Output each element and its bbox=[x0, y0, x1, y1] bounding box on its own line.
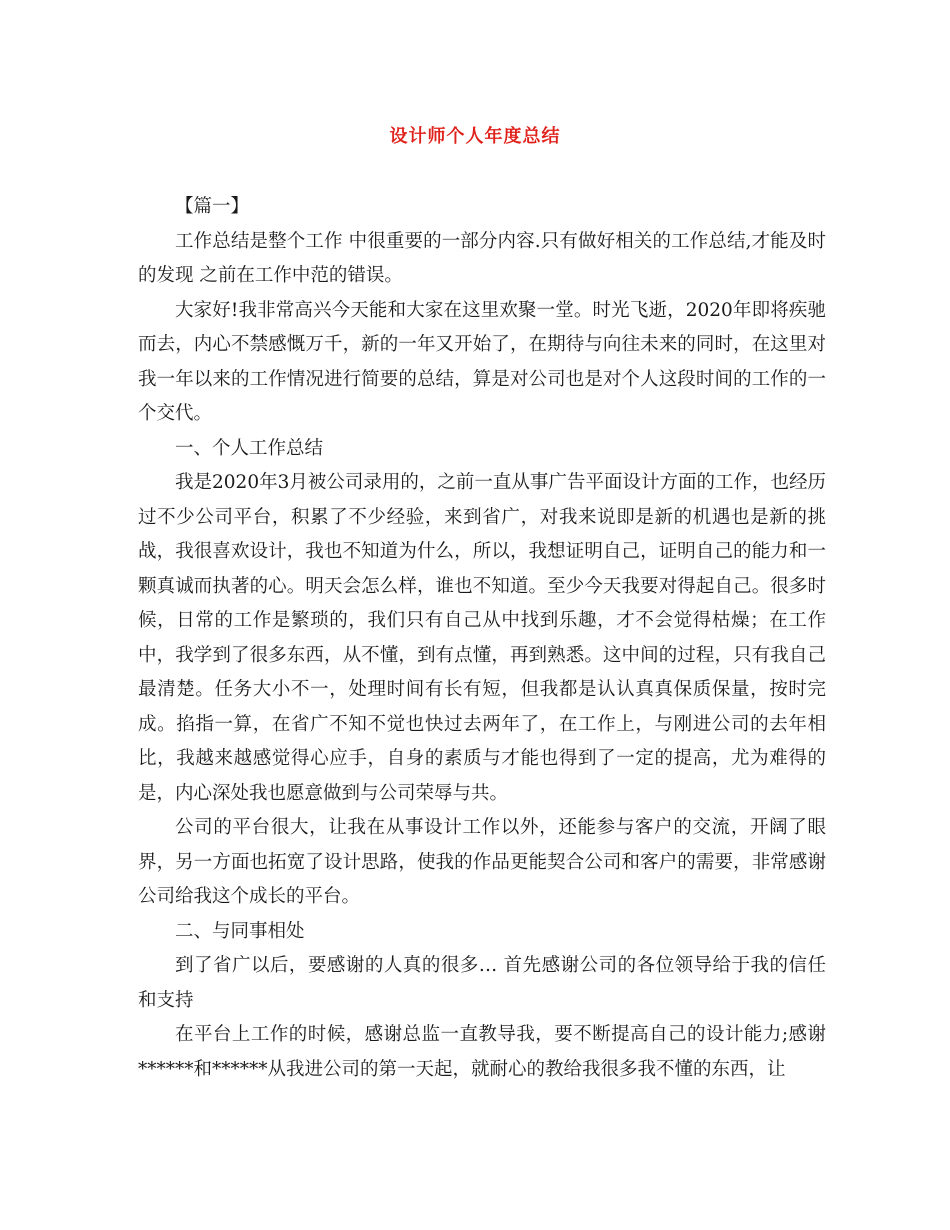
section-label: 【篇一】 bbox=[175, 196, 250, 217]
section-heading: 一、个人工作总结 bbox=[175, 437, 324, 459]
paragraph: 在平台上工作的时候，感谢总监一直教导我，要不断提高自己的设计能力;感谢******和******从我进公司的第一天起，就耐心的教给我很多我不懂的东西，让 bbox=[138, 1024, 826, 1080]
document-body bbox=[138, 190, 826, 1087]
paragraph: 大家好!我非常高兴今天能和大家在这里欢聚一堂。时光飞逝，2020年即将疾驰而去，内心不禁感慨万千，新的一年又开始了，在期待与向往未来的同时，在这里对我一年以来的工作情况进行简要的总结，算是对公司也是对个人这段时间的工作的一个交代。 bbox=[138, 299, 826, 424]
paragraph: 公司的平台很大，让我在从事设计工作以外，还能参与客户的交流，开阔了眼界，另一方面也拓宽了设计思路，使我的作品更能契合公司和客户的需要，非常感谢公司给我这个成长的平台。 bbox=[138, 817, 826, 907]
paragraph: 到了省广以后，要感谢的人真的很多… 首先感谢公司的各位领导给于我的信任和支持 bbox=[138, 955, 826, 1011]
paragraph: 工作总结是整个工作 中很重要的一部分内容.只有做好相关的工作总结,才能及时的发现 之前在工作中范的错误。 bbox=[138, 230, 826, 286]
paragraph: 我是2020年3月被公司录用的，之前一直从事广告平面设计方面的工作，也经历过不少公司平台，积累了不少经验，来到省广，对我来说即是新的机遇也是新的挑战，我很喜欢设计，我也不知道为什么，所以，我想证明自己，证明自己的能力和一颗真诚而执著的心。明天会怎么样，谁也不知道。至少今天我要对得起自己。很多时候，日常的工作是繁琐的，我们只有自己从中找到乐趣，才不会觉得枯燥；在工作中，我学到了很多东西，从不懂，到有点懂，再到熟悉。这中间的过程，只有我自己最清楚。任务大小不一，处理时间有长有短，但我都是认认真真保质保量，按时完成。掐指一算，在省广不知不觉也快过去两年了，在工作上，与刚进公司的去年相比，我越来越感觉得心应手，自身的素质与才能也得到了一定的提高，尤为难得的是，内心深处我也愿意做到与公司荣辱与共。 bbox=[138, 472, 826, 804]
section-heading: 二、与同事相处 bbox=[175, 920, 305, 942]
document-title: 设计师个人年度总结 bbox=[389, 126, 561, 147]
